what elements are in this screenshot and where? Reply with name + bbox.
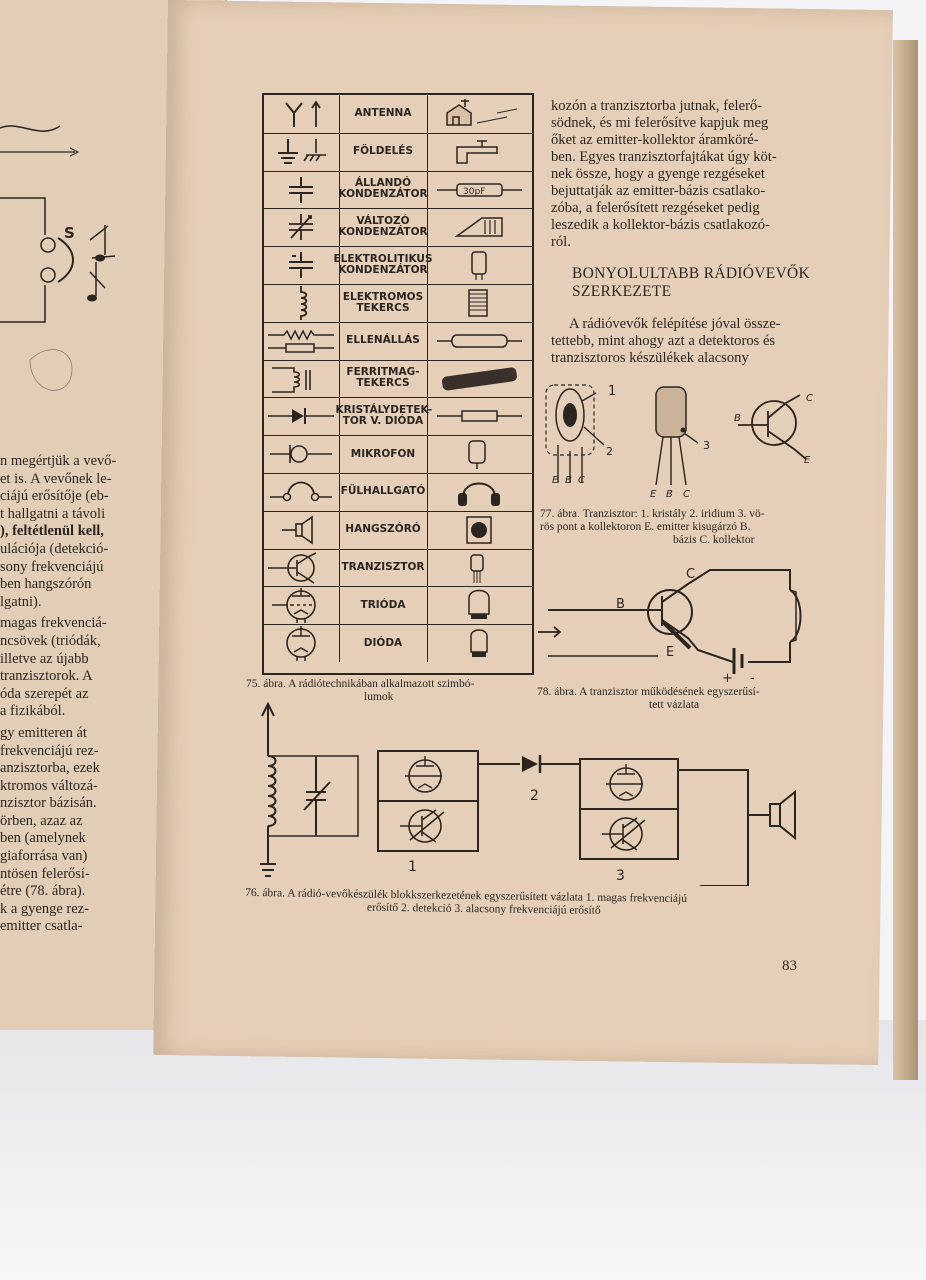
text-line: sony frekvenciájú bbox=[0, 558, 104, 575]
symbol-ground bbox=[264, 133, 340, 171]
text-line: ntösen felerősí- bbox=[0, 865, 90, 882]
variable-capacitor-icon bbox=[427, 208, 532, 246]
heading-line: BONYOLULTABB RÁDIÓVEVŐK bbox=[572, 265, 811, 282]
table-row bbox=[264, 473, 532, 512]
symbol-coil bbox=[264, 284, 340, 322]
text-line: emitter csatla- bbox=[0, 918, 83, 935]
fig78-label-c: C bbox=[686, 567, 696, 582]
text-line: ktromos változá- bbox=[0, 777, 98, 794]
text-line: ), feltétlenül kell, bbox=[0, 523, 104, 540]
capacitor-component-icon bbox=[427, 171, 532, 209]
table-row bbox=[264, 284, 532, 323]
caption-line: 76. ábra. A rádió-vevőkészülék blokkszerkezetének egyszerűsített vázlata 1. magas frekvenciájú bbox=[245, 886, 688, 906]
fig77-sym-c: C bbox=[806, 393, 813, 404]
text-line: tettebb, mint ahogy azt a detektoros és bbox=[551, 333, 776, 349]
fig77-label-3: 3 bbox=[703, 439, 710, 452]
fig76-label-2: 2 bbox=[530, 788, 539, 804]
text-line: n megértjük a vevő- bbox=[0, 453, 117, 469]
symbol-name: VÁLTOZÓ KONDENZÁTOR bbox=[339, 208, 428, 246]
text-line: magas frekvenciá- bbox=[0, 615, 107, 632]
text-line: ben. Egyes tranzisztorfajtákat úgy köt- bbox=[551, 149, 777, 165]
fig77-label-b: B bbox=[565, 475, 572, 486]
symbol-resistor bbox=[264, 322, 340, 360]
fig76-label-1: 1 bbox=[408, 859, 417, 875]
symbol-name: ELLENÁLLÁS bbox=[339, 322, 428, 360]
text-line: ulációja (detekció- bbox=[0, 540, 109, 557]
caption-line: 78. ábra. A tranzisztor működésének egyszerűsí- bbox=[537, 686, 760, 698]
symbol-diode bbox=[264, 397, 340, 435]
text-line: lgatni). bbox=[0, 593, 42, 610]
fig78-circuit-diagram bbox=[538, 562, 828, 687]
symbol-name: KRISTÁLYDETEK-TOR V. DIÓDA bbox=[339, 397, 428, 435]
fig78-label-e: E bbox=[666, 645, 675, 660]
symbol-electrolytic-capacitor bbox=[264, 246, 340, 284]
table-row bbox=[264, 171, 532, 210]
table-row bbox=[264, 322, 532, 361]
fig77-label-c2: C bbox=[683, 489, 690, 500]
text-line: ciájú erősítője (eb- bbox=[0, 488, 109, 505]
fig77-caption bbox=[540, 508, 765, 547]
table-row bbox=[264, 95, 532, 134]
caption-line: bázis C. kollektor bbox=[673, 534, 755, 546]
fig78-label-b: B bbox=[616, 597, 625, 612]
text-line: zóba, a felerősített rezgéseket pedig bbox=[551, 200, 760, 216]
fig76-label-3: 3 bbox=[616, 868, 625, 884]
water-tap-icon bbox=[427, 133, 532, 171]
symbol-name: HANGSZÓRÓ bbox=[339, 511, 428, 549]
figure-label-s: S bbox=[64, 224, 75, 242]
section-heading bbox=[572, 265, 810, 301]
caption-line: rös pont a kollektoron E. emitter kisugárzó B. bbox=[540, 521, 751, 533]
transistor-component-icon bbox=[427, 549, 532, 587]
symbol-vacuum-diode bbox=[264, 624, 340, 662]
text-line: ról. bbox=[551, 234, 571, 250]
text-line: örben, azaz az bbox=[0, 812, 83, 829]
fig77-label-1: 1 bbox=[608, 384, 617, 399]
text-line: étre (78. ábra). bbox=[0, 883, 86, 900]
fig78-label-minus: - bbox=[750, 671, 755, 686]
diode-component-icon bbox=[427, 397, 532, 435]
loudspeaker-icon bbox=[427, 511, 532, 549]
caption-line: erősítő 2. detekció 3. alacsony frekvenciájú erősítő bbox=[366, 901, 601, 917]
house-antenna-icon bbox=[427, 95, 532, 133]
table-row bbox=[264, 133, 532, 172]
table-row bbox=[264, 586, 532, 625]
symbol-table bbox=[262, 93, 534, 675]
symbol-ferrite-coil bbox=[264, 360, 340, 398]
text-line: nek össze, hogy a gyenge rezgéseket bbox=[551, 166, 765, 182]
symbol-headphone bbox=[264, 473, 340, 511]
table-row bbox=[264, 360, 532, 399]
triode-tube-icon bbox=[427, 586, 532, 624]
symbol-name: ANTENNA bbox=[339, 95, 428, 133]
electrolytic-capacitor-icon bbox=[427, 246, 532, 284]
symbol-triode bbox=[264, 586, 340, 624]
table-row bbox=[264, 208, 532, 247]
text-line: t hallgatni a távoli bbox=[0, 505, 106, 522]
ferrite-rod-icon bbox=[427, 360, 532, 398]
fig77-transistor-drawing bbox=[538, 375, 838, 500]
text-line: gy emitteren át bbox=[0, 724, 87, 741]
caption-line: lumok bbox=[364, 691, 394, 703]
text-line: kozón a tranzisztorba jutnak, felerő- bbox=[551, 98, 763, 114]
text-line: illetve az újabb bbox=[0, 650, 89, 667]
table-row bbox=[264, 624, 532, 662]
symbol-loudspeaker bbox=[264, 511, 340, 549]
text-line: őket az emitter-kollektor áramköré- bbox=[551, 132, 759, 148]
symbol-name: ELEKTROLITIKUS KONDENZÁTOR bbox=[339, 246, 428, 284]
text-line: nzisztor bázisán. bbox=[0, 795, 97, 812]
text-line: södnek, és mi felerősítve kapjuk meg bbox=[551, 115, 769, 131]
text-line: et is. A vevőnek le- bbox=[0, 470, 112, 487]
symbol-transistor bbox=[264, 549, 340, 587]
table-row bbox=[264, 435, 532, 474]
text-line: tranzisztoros készülékek alacsony bbox=[551, 350, 749, 366]
fig76-block-diagram bbox=[250, 696, 810, 886]
table-row bbox=[264, 397, 532, 436]
symbol-name: MIKROFON bbox=[339, 435, 428, 473]
fig77-label-b2: B bbox=[666, 489, 673, 500]
capacitor-value: 30pF bbox=[463, 186, 486, 197]
text-line: giaforrása van) bbox=[0, 848, 88, 865]
text-line: A rádióvevők felépítése jóval össze- bbox=[569, 316, 781, 332]
text-line: óda szerepét az bbox=[0, 685, 89, 702]
fig77-label-2: 2 bbox=[606, 445, 613, 458]
symbol-variable-capacitor bbox=[264, 208, 340, 246]
microphone-icon bbox=[427, 435, 532, 473]
page-number: 83 bbox=[782, 958, 797, 974]
symbol-name: TRIÓDA bbox=[339, 586, 428, 624]
text-line: frekvenciájú rez- bbox=[0, 742, 99, 759]
text-line: ncsövek (triódák, bbox=[0, 632, 101, 649]
text-line: tranzisztorok. A bbox=[0, 668, 93, 685]
caption-line: 77. ábra. Tranzisztor: 1. kristály 2. iridium 3. vö- bbox=[540, 508, 765, 520]
text-line: leszedik a kollektor-bázis csatlakozó- bbox=[551, 217, 770, 233]
left-page-text bbox=[0, 453, 116, 936]
fig77-label-e2: E bbox=[650, 489, 657, 500]
headphones-icon bbox=[427, 473, 532, 511]
text-line: ben hangszórón bbox=[0, 576, 92, 593]
table-row bbox=[264, 549, 532, 588]
text-line: ben (amelynek bbox=[0, 830, 86, 847]
symbol-fixed-capacitor bbox=[264, 171, 340, 209]
resistor-component-icon bbox=[427, 322, 532, 360]
diode-tube-icon bbox=[427, 624, 532, 662]
text-line: k a gyenge rez- bbox=[0, 900, 89, 917]
symbol-name: FERRITMAG-TEKERCS bbox=[339, 360, 428, 398]
symbol-name: ELEKTROMOS TEKERCS bbox=[339, 284, 428, 322]
table-row bbox=[264, 246, 532, 285]
fig77-sym-b: B bbox=[734, 413, 741, 424]
caption-line: tett vázlata bbox=[649, 699, 700, 711]
table-row bbox=[264, 511, 532, 550]
symbol-name: DIÓDA bbox=[339, 624, 428, 662]
symbol-name: FÖLDELÉS bbox=[339, 133, 428, 171]
fig77-sym-e: E bbox=[804, 455, 811, 466]
coil-component-icon bbox=[427, 284, 532, 322]
heading-line: SZERKEZETE bbox=[572, 283, 672, 300]
symbol-name: FÜLHALLGATÓ bbox=[339, 473, 428, 511]
fig78-label-plus: + bbox=[722, 671, 733, 686]
caption-line: 75. ábra. A rádiótechnikában alkalmazott szimbó- bbox=[246, 678, 475, 690]
symbol-name: ÁLLANDÓ KONDENZÁTOR bbox=[339, 171, 428, 209]
fig77-label-c: C bbox=[578, 475, 585, 486]
symbol-name: TRANZISZTOR bbox=[339, 549, 428, 587]
text-line: a fizikából. bbox=[0, 703, 66, 720]
symbol-antenna bbox=[264, 95, 340, 133]
text-line: bejuttatják az emitter-bázis csatlako- bbox=[551, 183, 766, 199]
fig77-label-e: E bbox=[552, 475, 559, 486]
symbol-microphone bbox=[264, 435, 340, 473]
page-edge bbox=[893, 40, 918, 1080]
text-line: anzisztorba, ezek bbox=[0, 760, 100, 777]
